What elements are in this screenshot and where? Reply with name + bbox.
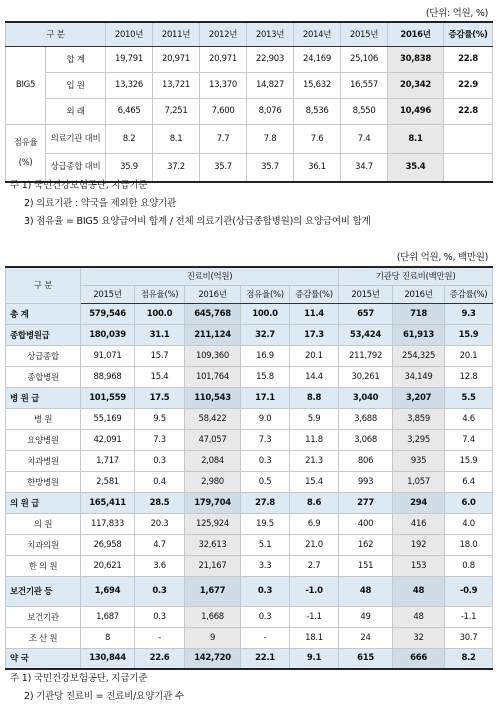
value-cell: 15.4	[135, 366, 185, 387]
value-cell: 3,859	[393, 408, 445, 429]
header-cell: 증감률(%)	[445, 285, 493, 303]
value-cell: 615	[339, 648, 393, 669]
medical-cost-table	[5, 266, 493, 670]
table2-row	[6, 450, 493, 471]
row-label: 병 원	[6, 408, 81, 429]
row-label: 치과의원	[6, 534, 81, 555]
note-line: 2) 기관당 진료비 = 진료비/요양기관 수	[24, 691, 184, 702]
value-cell: 1,694	[81, 576, 135, 606]
table2-row	[6, 555, 493, 576]
value-cell: 30.7	[445, 627, 493, 648]
value-cell: 8	[81, 627, 135, 648]
value-cell: 109,360	[185, 345, 241, 366]
group-label-share	[6, 124, 46, 182]
table2-row	[6, 513, 493, 534]
header-cell: 기관당 진료비(백만원)	[339, 267, 493, 285]
header-cell: 2015년	[341, 22, 388, 46]
note-line: 주 1) 국민건강보험공단, 지급기준	[10, 180, 148, 191]
table2-notes	[10, 670, 184, 706]
row-label: 입 원	[46, 72, 106, 98]
group-label-big5: BIG5	[6, 46, 46, 124]
value-cell: 91,071	[81, 345, 135, 366]
header-cell: 2011년	[153, 22, 200, 46]
row-label: 요양병원	[6, 429, 81, 450]
value-cell: 53,424	[339, 324, 393, 345]
value-cell: 7.8	[247, 124, 294, 153]
table2-row	[6, 387, 493, 408]
table1-row	[6, 124, 493, 153]
value-cell: 162	[339, 534, 393, 555]
value-cell: 192	[393, 534, 445, 555]
table2-row	[6, 534, 493, 555]
value-cell: 28.5	[135, 492, 185, 513]
value-cell: 400	[339, 513, 393, 534]
value-cell: 35.7	[247, 153, 294, 182]
header-cell: 진료비(억원)	[81, 267, 339, 285]
value-cell: 22.6	[135, 648, 185, 669]
value-cell: 1,687	[81, 606, 135, 627]
value-cell: 2.7	[290, 555, 339, 576]
value-cell: 55,169	[81, 408, 135, 429]
row-label: 상급종합	[6, 345, 81, 366]
value-cell: 0.3	[241, 450, 290, 471]
value-cell: 13,326	[106, 72, 153, 98]
table1-row	[6, 98, 493, 124]
value-cell: 0.8	[445, 555, 493, 576]
value-cell: 30,261	[339, 366, 393, 387]
value-cell: 8.2	[106, 124, 153, 153]
table2-row	[6, 648, 493, 669]
value-cell: 19,791	[106, 46, 153, 72]
value-cell: 8.8	[290, 387, 339, 408]
value-cell: 8.1	[153, 124, 200, 153]
header-cell: 2016년	[393, 285, 445, 303]
header-cell: 점유율(%)	[241, 285, 290, 303]
table1-unit: (단위: 억원, %)	[425, 8, 488, 19]
value-cell: 48	[339, 576, 393, 606]
row-label: 한방병원	[6, 471, 81, 492]
value-cell: 416	[393, 513, 445, 534]
value-cell: 211,124	[185, 324, 241, 345]
row-label: 한 의 원	[6, 555, 81, 576]
value-cell: 15.8	[241, 366, 290, 387]
value-cell: 7.7	[200, 124, 247, 153]
value-cell: 165,411	[81, 492, 135, 513]
value-cell: 0.4	[135, 471, 185, 492]
table1-row	[6, 46, 493, 72]
value-cell: 0.3	[241, 576, 290, 606]
table2-row	[6, 303, 493, 324]
value-cell: 5.1	[241, 534, 290, 555]
value-cell: 22.1	[241, 648, 290, 669]
header-cell: 2013년	[247, 22, 294, 46]
value-cell: 254,325	[393, 345, 445, 366]
header-cell: 증감률(%)	[444, 22, 493, 46]
value-cell: 15.9	[445, 324, 493, 345]
value-cell: 2,084	[185, 450, 241, 471]
value-cell: 34,149	[393, 366, 445, 387]
value-cell: 21,167	[185, 555, 241, 576]
value-cell: 26,958	[81, 534, 135, 555]
table2-row	[6, 366, 493, 387]
value-cell: 22.8	[444, 98, 493, 124]
value-cell: 6.4	[445, 471, 493, 492]
table2-body	[6, 267, 493, 669]
value-cell: 718	[393, 303, 445, 324]
value-cell: 13,370	[200, 72, 247, 98]
row-label: 상급종합 대비	[46, 153, 106, 182]
header-cell: 2016년	[185, 285, 241, 303]
value-cell: 100.0	[135, 303, 185, 324]
row-label: 약 국	[6, 648, 81, 669]
value-cell: 211,792	[339, 345, 393, 366]
value-cell: 0.3	[135, 450, 185, 471]
value-cell: 9.1	[290, 648, 339, 669]
value-cell: 579,546	[81, 303, 135, 324]
table2-header-row	[6, 267, 493, 285]
value-cell: 935	[393, 450, 445, 471]
value-cell: 9	[185, 627, 241, 648]
value-cell: 1,717	[81, 450, 135, 471]
value-cell: 16.9	[241, 345, 290, 366]
header-cell: 증감률(%)	[290, 285, 339, 303]
value-cell: 645,768	[185, 303, 241, 324]
value-cell: 6.0	[445, 492, 493, 513]
value-cell: 8.1	[388, 124, 444, 153]
value-cell: 48	[393, 576, 445, 606]
value-cell: 17.5	[135, 387, 185, 408]
value-cell: 179,704	[185, 492, 241, 513]
value-cell: 20.1	[290, 345, 339, 366]
value-cell: -1.0	[290, 576, 339, 606]
value-cell: 15.9	[445, 450, 493, 471]
value-cell: 22.9	[444, 72, 493, 98]
table1-body	[6, 22, 493, 182]
value-cell: 0.3	[135, 606, 185, 627]
row-label: 조 산 원	[6, 627, 81, 648]
value-cell: 1,668	[185, 606, 241, 627]
value-cell: 32	[393, 627, 445, 648]
value-cell: 3,688	[339, 408, 393, 429]
note-line: 주 1) 국민건강보험공단, 지급기준	[10, 673, 148, 684]
value-cell: 657	[339, 303, 393, 324]
value-cell: 0.3	[135, 576, 185, 606]
value-cell: 35.7	[200, 153, 247, 182]
value-cell: 20,971	[200, 46, 247, 72]
big5-share-table	[5, 21, 493, 183]
value-cell: 0.3	[241, 606, 290, 627]
table1-row	[6, 72, 493, 98]
value-cell: 32,613	[185, 534, 241, 555]
value-cell: 35.4	[388, 153, 444, 182]
value-cell: 13,721	[153, 72, 200, 98]
value-cell: 20.3	[135, 513, 185, 534]
row-label: 의 원 급	[6, 492, 81, 513]
value-cell: 666	[393, 648, 445, 669]
value-cell: 21.0	[290, 534, 339, 555]
value-cell: 1,677	[185, 576, 241, 606]
value-cell: 49	[339, 606, 393, 627]
header-cell: 2012년	[200, 22, 247, 46]
header-cell: 2016년	[388, 22, 444, 46]
value-cell: 4.6	[445, 408, 493, 429]
row-label: 보건기관	[6, 606, 81, 627]
value-cell: 3.6	[135, 555, 185, 576]
table2-row	[6, 408, 493, 429]
value-cell: 24,169	[294, 46, 341, 72]
value-cell: -0.9	[445, 576, 493, 606]
value-cell: 19.5	[241, 513, 290, 534]
table2-row	[6, 606, 493, 627]
row-label: 종합병원	[6, 366, 81, 387]
value-cell: 30,838	[388, 46, 444, 72]
value-cell: -1.1	[445, 606, 493, 627]
value-cell: 15.7	[135, 345, 185, 366]
header-cell: 2015년	[81, 285, 135, 303]
group-label-line: 점유율	[13, 137, 38, 148]
value-cell: 61,913	[393, 324, 445, 345]
value-cell: 47,057	[185, 429, 241, 450]
value-cell: 8,550	[341, 98, 388, 124]
table2-row	[6, 429, 493, 450]
value-cell: 125,924	[185, 513, 241, 534]
value-cell: 7.4	[445, 429, 493, 450]
value-cell: 22,903	[247, 46, 294, 72]
value-cell: 7,600	[200, 98, 247, 124]
value-cell: 10,496	[388, 98, 444, 124]
value-cell: 20,342	[388, 72, 444, 98]
value-cell: 20,621	[81, 555, 135, 576]
value-cell: 15.4	[290, 471, 339, 492]
value-cell: 37.2	[153, 153, 200, 182]
value-cell: 4.0	[445, 513, 493, 534]
value-cell: 100.0	[241, 303, 290, 324]
row-label: 종합병원급	[6, 324, 81, 345]
table2-row	[6, 492, 493, 513]
value-cell: 17.3	[290, 324, 339, 345]
value-cell: 7.3	[135, 429, 185, 450]
value-cell: 101,764	[185, 366, 241, 387]
table2-row	[6, 324, 493, 345]
value-cell: 180,039	[81, 324, 135, 345]
value-cell: 0.5	[241, 471, 290, 492]
table2-row	[6, 576, 493, 606]
value-cell: 277	[339, 492, 393, 513]
value-cell: 3,207	[393, 387, 445, 408]
value-cell: 4.7	[135, 534, 185, 555]
value-cell: 34.7	[341, 153, 388, 182]
value-cell: 294	[393, 492, 445, 513]
value-cell: 130,844	[81, 648, 135, 669]
value-cell: 8,536	[294, 98, 341, 124]
value-cell: 7.3	[241, 429, 290, 450]
value-cell: 2,581	[81, 471, 135, 492]
header-cell: 점유율(%)	[135, 285, 185, 303]
row-label: 총 계	[6, 303, 81, 324]
value-cell: 11.4	[290, 303, 339, 324]
table1-header-row	[6, 22, 493, 46]
value-cell: 12.8	[445, 366, 493, 387]
value-cell: 151	[339, 555, 393, 576]
value-cell: 35.9	[106, 153, 153, 182]
value-cell: 9.3	[445, 303, 493, 324]
value-cell: 8.2	[445, 648, 493, 669]
value-cell: 14,827	[247, 72, 294, 98]
value-cell: 31.1	[135, 324, 185, 345]
header-cell: 2015년	[339, 285, 393, 303]
value-cell: 18.0	[445, 534, 493, 555]
value-cell: 48	[393, 606, 445, 627]
table2-row	[6, 345, 493, 366]
row-label: 병 원 급	[6, 387, 81, 408]
value-cell: 42,091	[81, 429, 135, 450]
value-cell: 24	[339, 627, 393, 648]
value-cell: 17.1	[241, 387, 290, 408]
value-cell: 9.5	[135, 408, 185, 429]
header-cell: 구 분	[6, 267, 81, 303]
value-cell: 7.6	[294, 124, 341, 153]
note-line: 2) 의료기관 : 약국을 제외한 요양기관	[24, 198, 177, 209]
value-cell: 16,557	[341, 72, 388, 98]
value-cell: 32.7	[241, 324, 290, 345]
table1-notes	[10, 177, 371, 231]
value-cell: 2,980	[185, 471, 241, 492]
note-line: 3) 점유율 = BIG5 요양급여비 합계 / 전체 의료기관(상급종합병원)의 요양급여비 합계	[24, 216, 371, 227]
header-cell: 2014년	[294, 22, 341, 46]
header-cell: 2010년	[106, 22, 153, 46]
value-cell: 7.4	[341, 124, 388, 153]
value-cell: 806	[339, 450, 393, 471]
value-cell: 8.6	[290, 492, 339, 513]
value-cell: 3.3	[241, 555, 290, 576]
value-cell: 142,720	[185, 648, 241, 669]
value-cell: -	[241, 627, 290, 648]
value-cell: 5.9	[290, 408, 339, 429]
value-cell: 110,543	[185, 387, 241, 408]
value-cell: 117,833	[81, 513, 135, 534]
value-cell: 58,422	[185, 408, 241, 429]
value-cell: 1,057	[393, 471, 445, 492]
value-cell: -	[135, 627, 185, 648]
row-label: 합 계	[46, 46, 106, 72]
row-label: 의료기관 대비	[46, 124, 106, 153]
group-label-line: (%)	[18, 157, 33, 168]
row-label: 보건기관 등	[6, 576, 81, 606]
value-cell: 14.4	[290, 366, 339, 387]
value-cell: -1.1	[290, 606, 339, 627]
value-cell: 7,251	[153, 98, 200, 124]
value-cell: 9.0	[241, 408, 290, 429]
value-cell: 11.8	[290, 429, 339, 450]
value-cell: 18.1	[290, 627, 339, 648]
value-cell: 3,040	[339, 387, 393, 408]
value-cell: 3,068	[339, 429, 393, 450]
value-cell: 20.1	[445, 345, 493, 366]
table2-row	[6, 627, 493, 648]
value-cell	[444, 153, 493, 182]
value-cell	[444, 124, 493, 153]
value-cell: 993	[339, 471, 393, 492]
value-cell: 15,632	[294, 72, 341, 98]
value-cell: 5.5	[445, 387, 493, 408]
value-cell: 101,559	[81, 387, 135, 408]
row-label: 치과병원	[6, 450, 81, 471]
table2-row	[6, 471, 493, 492]
value-cell: 3,295	[393, 429, 445, 450]
value-cell: 21.3	[290, 450, 339, 471]
value-cell: 27.8	[241, 492, 290, 513]
header-cell: 구 분	[6, 22, 106, 46]
value-cell: 22.8	[444, 46, 493, 72]
value-cell: 88,968	[81, 366, 135, 387]
table2-unit: (단위 억원, %, 백만원)	[396, 252, 488, 263]
value-cell: 25,106	[341, 46, 388, 72]
value-cell: 36.1	[294, 153, 341, 182]
value-cell: 6.9	[290, 513, 339, 534]
value-cell: 153	[393, 555, 445, 576]
row-label: 외 래	[46, 98, 106, 124]
row-label: 의 원	[6, 513, 81, 534]
value-cell: 20,971	[153, 46, 200, 72]
value-cell: 6,465	[106, 98, 153, 124]
value-cell: 8,076	[247, 98, 294, 124]
